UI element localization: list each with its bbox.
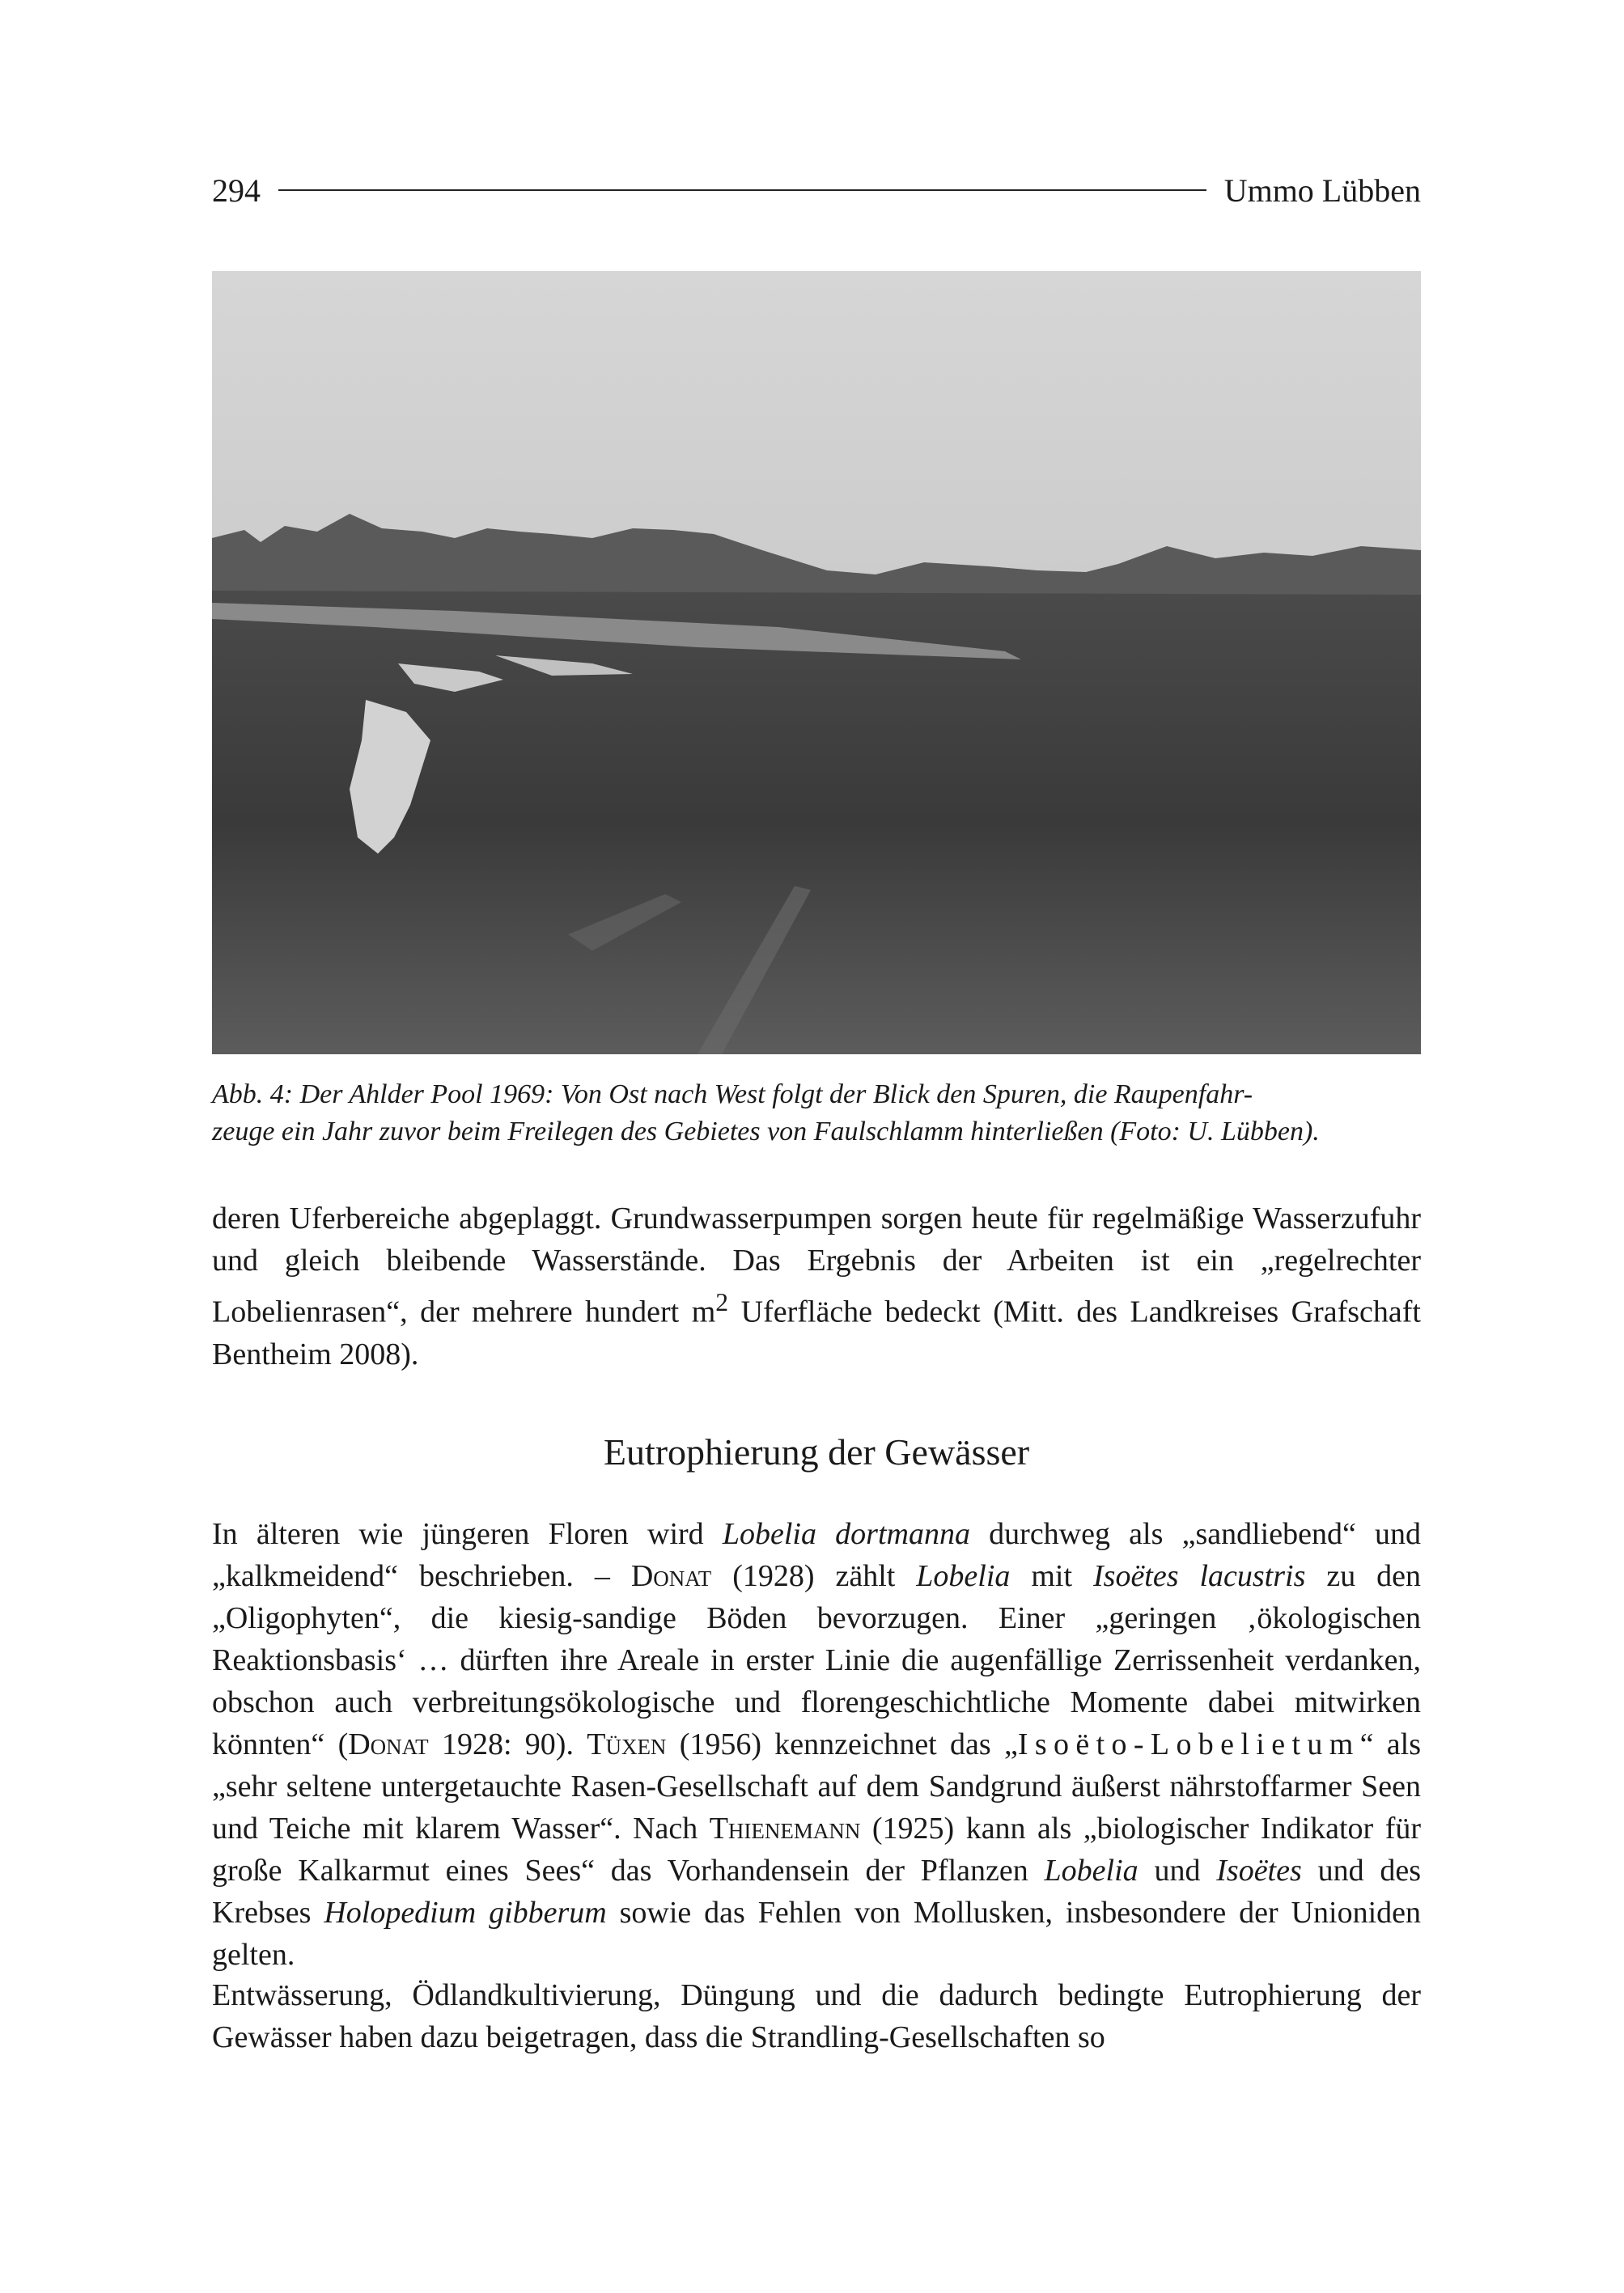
page-number: 294 [212,172,261,209]
species-name: Holopedium gibberum [324,1896,607,1930]
species-name: Isoëtes [1216,1854,1302,1888]
association-name: Isoëto-Lobelietum [1017,1727,1360,1761]
landscape-photo [212,271,1421,1054]
para1-text-a: deren Uferbereiche abgeplaggt. Grundwasserpumpen sorgen heute für regelmäßige Wasserzufuhr und gleich bleibende Wasserstände. Das Ergebnis der Arbeiten ist ein „regelrechter Lobelienrasen“, der mehrere hundert m [212,1202,1421,1329]
para2-text: zu den „Oligophyten“, die kiesig-sandige Böden bevorzugen. Einer „geringen ‚ökologischen Reaktionsbasis‘ … dürften ihre Areale in erster Linie die augenfällige Zerrissenheit verdanken, obschon auch verbreitungsökologische und florengeschichtliche Momente dabei mitwirken könnten“ ( [212,1559,1422,1761]
para2-text: und [1138,1854,1217,1888]
para2-text: sowie das Fehlen von Mollusken, insbesondere der Unioniden gelten. [212,1896,1422,1972]
species-name: Lobelia dortmanna [722,1517,970,1551]
paragraph-2 [212,1513,1421,1976]
para2-text: (1928) zählt [711,1559,917,1593]
figure-caption [212,1076,1421,1151]
para2-text: 1928: 90). [428,1727,587,1761]
section-heading: Eutrophierung der Gewässer [603,1431,1030,1473]
figure-photo [212,271,1421,1054]
author-citation: Thienemann [709,1812,861,1846]
species-name: Lobelia [1044,1854,1138,1888]
author-citation: Tüxen [587,1727,667,1761]
para2-text: (1956) kennzeichnet das „ [666,1727,1018,1761]
caption-line-2: zeuge ein Jahr zuvor beim Freilegen des Gebietes von Faulschlamm hinterließen (Foto: U. Lübben). [212,1117,1320,1146]
para2-text: In älteren wie jüngeren Floren wird [212,1517,723,1551]
paragraph-1 [212,1197,1421,1375]
species-name: Lobelia [916,1559,1011,1593]
author-citation: Donat [630,1559,712,1593]
header-rule [278,189,1206,191]
para2-text: mit [1010,1559,1093,1593]
para2-text: (1925) kann als „biologischer Indikator für große Kalkarmut eines Sees“ das Vorhandensein der Pflanzen [212,1812,1421,1888]
paragraph-3: Entwässerung, Ödlandkultivierung, Düngung und die dadurch bedingte Eutrophierung der Gewässer haben dazu beigetragen, dass die Strandling-Gesellschaften so [212,1978,1421,2054]
para2-text: und des Krebses [212,1854,1422,1930]
para1-superscript: 2 [715,1288,729,1316]
species-name: Isoëtes lacustris [1093,1559,1306,1593]
para1-text-b: Uferfläche bedeckt (Mitt. des Landkreises Grafschaft Bentheim 2008). [212,1295,1421,1371]
caption-line-1: Abb. 4: Der Ahlder Pool 1969: Von Ost nach West folgt der Blick den Spuren, die Raupenfahr- [212,1079,1253,1109]
para2-text: “ als „sehr seltene untergetauchte Rasen-Gesellschaft auf dem Sandgrund äußerst nährstoffarmer Seen und Teiche mit klarem Wasser“. Nach [212,1727,1422,1846]
author-citation: Donat [348,1727,429,1761]
running-head-author: Ummo Lübben [1223,172,1421,209]
para2-text: durchweg als „sandliebend“ und „kalkmeidend“ beschrieben. – [212,1517,1422,1593]
running-head [212,166,1421,214]
